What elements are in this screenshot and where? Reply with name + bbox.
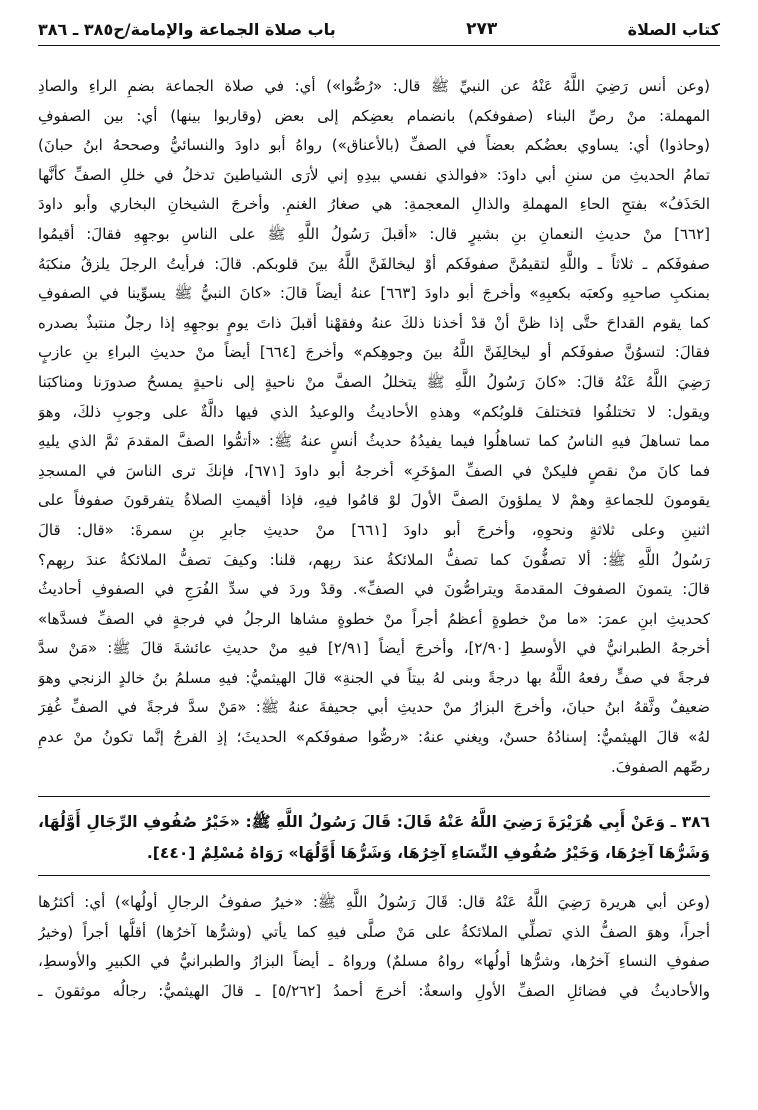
- text-line: أخرجهُ الطبرانيُّ في الأوسطِ [٢/٩٠]، وأخرجَ أيضاً [٢/٩١] فيهِ منْ حديثِ عائشةَ قالَ ﷺ: «مَنْ سدَّ: [38, 639, 710, 658]
- text-line: ضعيفٌ وثَّقهُ ابنُ حبانَ، وأخرجَ البزارُ منْ حديثِ أبي جحيفةَ عنهُ ﷺ: «مَنْ سدَّ فرجةً في الصفِّ غُفِرَ: [38, 698, 710, 717]
- hadith-line: وَشَرُّهَا آخِرُهَا، وَخَيْرُ صُفُوفِ النِّسَاءِ آخِرُهَا، وَشَرُّهَا أَوَّلُهَا» رَوَاهُ مُسْلِمٌ [٤٤٠].: [146, 844, 710, 863]
- hadith-line: ٣٨٦ ـ وَعَنْ أَبِي هُرَيْرَةَ رَضِيَ اللَّهُ عَنْهُ قَالَ: قَالَ رَسُولُ اللَّهِ ﷺ: «خَيْرُ صُفُوفِ الرِّجَالِ أَوَّلُهَا،: [38, 813, 710, 832]
- running-header: [38, 0, 720, 46]
- text-line: (وعن أنس رَضِيَ اللَّهُ عَنْهُ عن النبيِّ ﷺ قال: «رُصُّوا») أي: في صلاة الجماعة بضمِ الراءِ والصادِ: [38, 77, 710, 95]
- text-line: صفوفِ النساءِ آخرُها، وشرُّها أولُها» رواهُ مسلمٌ) ورواهُ ـ أيضاً البزارُ والطبرانيُّ في الكبيرِ والأوسطِ،: [38, 952, 710, 971]
- text-line: رَسُولُ اللَّهِ ﷺ: ألا تصفُّونَ كما تصفُّ الملائكةُ عندَ ربِهم، قلنا: وكيفَ تصفُّ الملائكةُ عندَ ربِهم؟: [38, 550, 710, 569]
- commentary-section-1: [38, 72, 710, 782]
- text-line: صفوفَكم ـ ثلاثاً ـ واللَّهِ لتقيمُنَّ صفوفَكم أوْ ليخالفَنَّ اللَّهُ بينَ قلوبكم. قالَ: فرأيتُ الرجلَ يلزقُ منكبَهُ: [38, 254, 710, 273]
- hadith-386-text: [38, 807, 710, 869]
- text-line: فقالَ: لتسوُنَّ صفوفَكم أو ليخالِفَنَّ اللَّهُ بينَ وجوهِكم» وأخرجَ [٦٦٤] أيضاً منْ حديثِ البراءِ بنِ عازبٍ: [38, 343, 710, 362]
- text-line: المهملة: منْ رصِّ البناء (صفوفكم) بانضمام بعضِكم إلى بعض (وقاربوا بينها) أي: بين الصفوفِ: [38, 106, 710, 125]
- section-divider: [38, 875, 710, 876]
- header-book-title: كتاب الصلاة: [627, 20, 720, 39]
- text-line: رصِّهم الصفوفَ.: [610, 757, 710, 776]
- text-line: اثنينِ وعلى ثلاثةٍ ونحوِهِ، وأخرجَ أبو داودَ [٦٦١] منْ حديثِ جابرِ بنِ سمرةَ: «قال: قالَ: [38, 520, 710, 539]
- text-line: (وحاذوا) أي: يساوي بعضُكم بعضاً في الصفِّ (بالأعناق») رواهُ أبو داودَ والنسائيُّ وصححهُ ابنُ حبانَ): [38, 136, 710, 155]
- text-line: فرجةً في صفٍّ رفعهُ اللَّهُ بها درجةً وبنى لهُ بيتاً في الجنةِ» قالَ الهيثميُّ: فيهِ مسلمُ بنُ خالدٍ الزنجي وهوَ: [38, 668, 710, 687]
- text-line: الحَذَفُ» بفتحِ الحاءِ المهملةِ والذالِ المعجمةِ: هي صغارُ الغنمِ. وأخرجَ الشيخانِ البخاري وأبو داودَ: [38, 195, 710, 214]
- text-line: (وعن أبي هريرة رَضِيَ اللَّهُ عَنْهُ قال: قَالَ رَسُولُ اللَّهِ ﷺ: «خيرُ صفوفُ الرجالِ أولُها») أي: أكثرُها: [38, 893, 710, 912]
- text-line: كما يقوم القداحَ حتَّى إذا ظنَّ أنْ قدْ أخذنا ذلكَ عنهُ وفقهْنا أقبلَ ذاتَ يومٍ بوجهِهِ إذا رجلٌ منتبذٌ بصدره: [38, 313, 710, 332]
- text-line: والأحاديثُ في فضائلِ الصفِّ الأولِ واسعةٌ: أخرجَ أحمدُ [٥/٢٦٢] ـ قالَ الهيثميُّ: رجالُه موثقونَ ـ: [38, 982, 710, 1001]
- commentary-section-2: [38, 888, 710, 1006]
- text-line: تمامُ الحديثِ من سننِ أبي داودَ: «فوالذي نفسي بيدِهِ إني لأرَى الشياطينَ تدخلُ في خللِ الصفِّ كأنَّها: [38, 165, 710, 184]
- text-line: كحديثِ ابنِ عمرَ: «ما منْ خطوةٍ أعظمُ أجراً منْ خطوةٍ مشاها الرجلُ في فرجةٍ في الصفِّ فسدَّها»: [38, 609, 710, 628]
- header-chapter-title: باب صلاة الجماعة والإمامة/ح٣٨٥ ـ ٣٨٦: [38, 20, 336, 39]
- text-line: قالَ: يتمونَ الصفوفَ المقدمةَ ويتراصُّونَ في الصفِّ». وقدْ وردَ في سدِّ الفُرَجِ في الصفوفِ أحاديثُ: [38, 580, 710, 599]
- text-line: بمنكبِ صاحبِهِ وكعبَه بكعبِهِ» وأخرجَ أبو داودَ [٦٦٣] عنهُ أيضاً قالَ: «كانَ النبيُّ ﷺ يسوِّينا في الصفوفِ: [38, 284, 710, 303]
- text-line: مما تساهلَ فيهِ الناسُ كما تساهلُوا فيما يفيدُهُ حديثُ أنسٍ عنهُ ﷺ: «أتمُّوا الصفَّ المقدمَ ثمَّ الذي يليهِ: [38, 432, 710, 451]
- text-line: [٦٦٢] منْ حديثِ النعمانِ بنِ بشيرٍ قال: «أقبلَ رَسُولُ اللَّهِ ﷺ على الناسِ بوجهِهِ فقالَ: أقيمُوا: [38, 224, 710, 243]
- text-line: رَضِيَ اللَّهُ عَنْهُ قالَ: «كانَ رَسُولُ اللَّهِ ﷺ يتخللُ الصفَّ منْ ناحيةٍ إلى ناحيةٍ يمسحُ صدورَنا ومناكبَنا: [38, 372, 710, 391]
- text-line: يقومونَ للجماعةِ وهمْ لا يملؤونَ الصفَّ الأولَ لوْ قامُوا فيهِ، فإذا أقيمتِ الصلاةُ يتفرقونَ صفوفاً على: [38, 491, 710, 510]
- page-number: ٢٧٣: [466, 19, 498, 39]
- text-line: أجراً، وهوَ الصفُّ الذي تصلِّي الملائكةُ على مَنْ صلَّى فيهِ كما يأتي (وشرُّها آخرُها) أقلُّها أجراً (وخيرُ: [38, 922, 710, 941]
- text-line: فما كانَ منْ نقصٍ فليكنْ في الصفِّ المؤخَرِ» أخرجهُ أبو داودَ [٦٧١]، فإنكَ ترى الناسَ في المسجدِ: [38, 461, 710, 480]
- text-line: ويقول: لا تختلفُوا فتختلفَ قلوبُكم» وهذهِ الأحاديثُ والوعيدُ الذي فيها دالَّةٌ على وجوبِ ذلكَ، وهوَ: [38, 402, 710, 421]
- section-divider: [38, 796, 710, 797]
- text-line: لهُ» قالَ الهيثميُّ: إسنادُهُ حسنٌ، ويغني عنهُ: «رصُّوا صفوفَكم» الحديثَ؛ إذِ الفرجُ إنَّما تكونُ منْ عدمِ: [38, 728, 710, 747]
